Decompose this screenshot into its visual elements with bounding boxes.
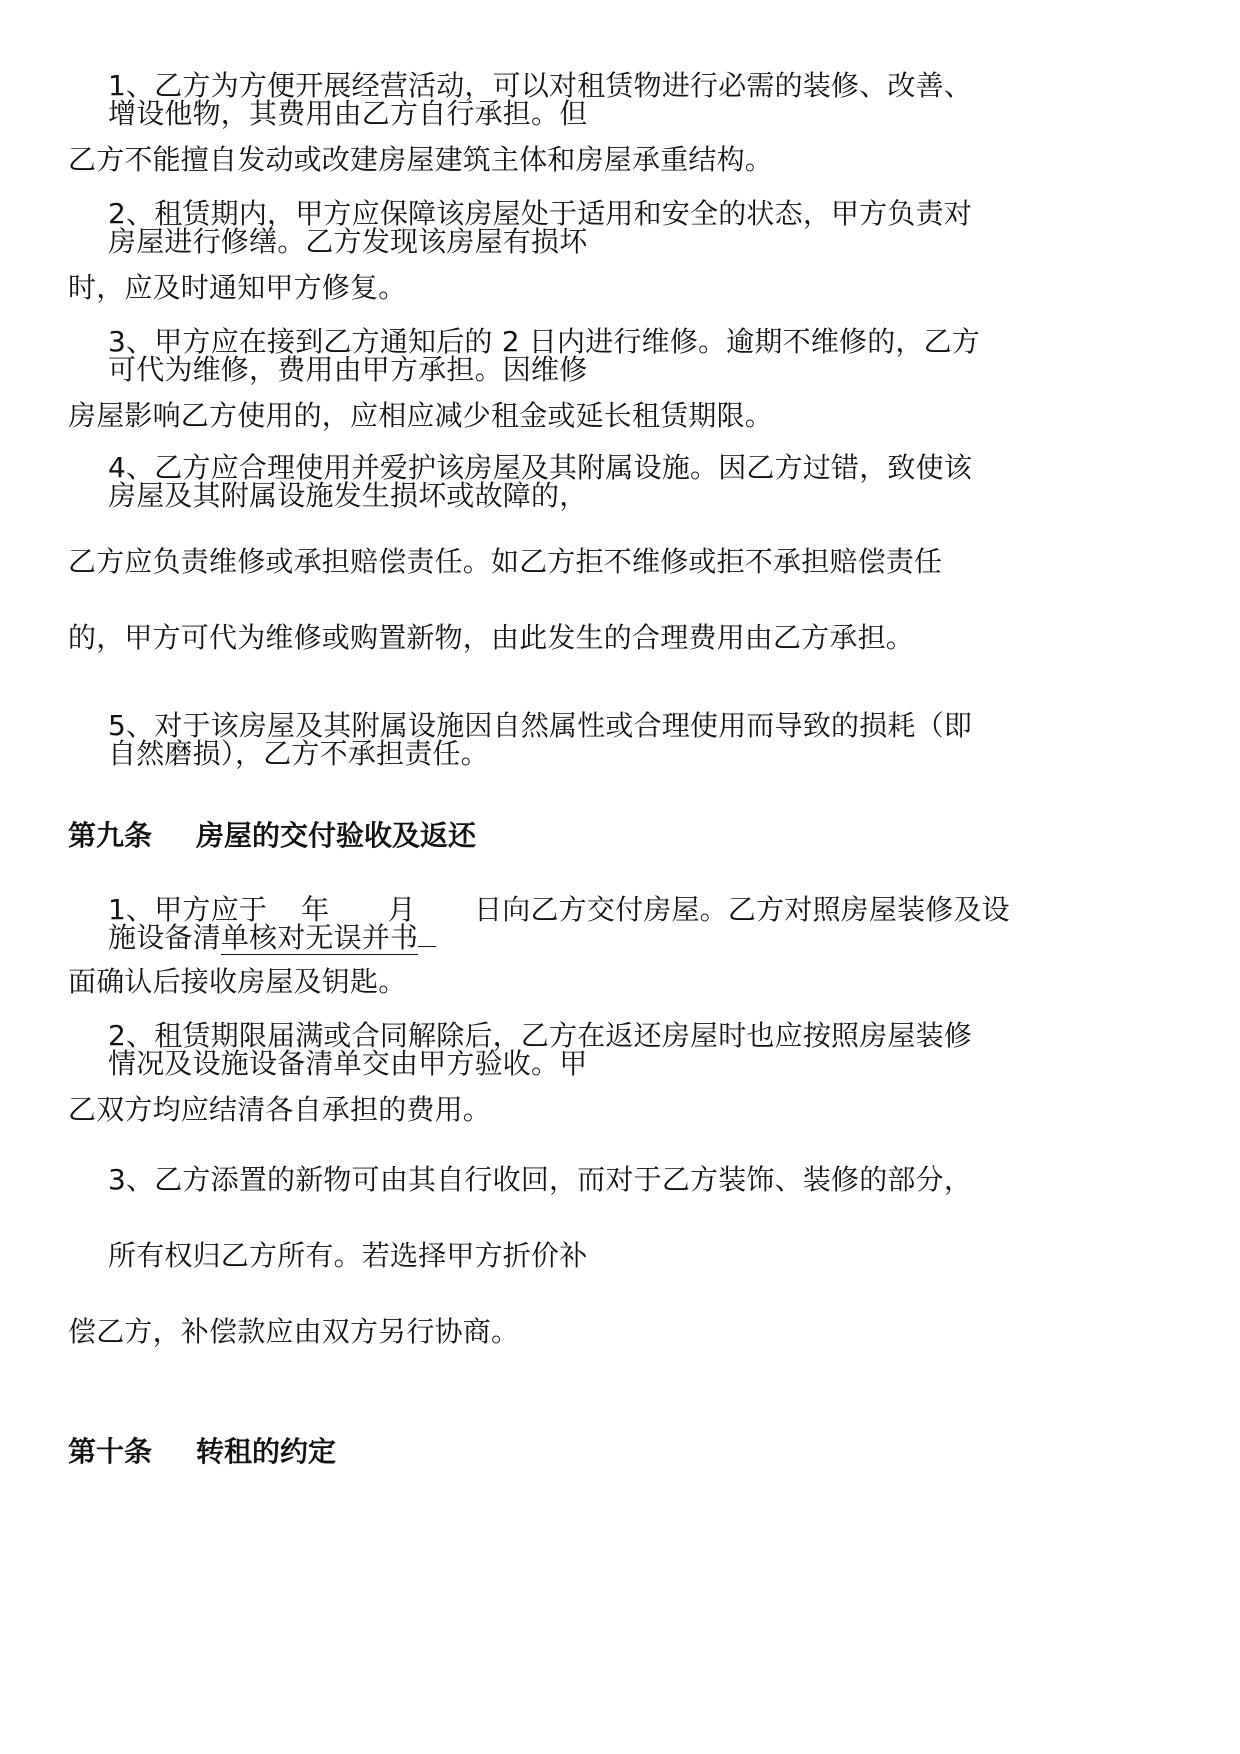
clause-9-3-line-1: 3、乙方添置的新物可由其自行收回，而对于乙方装饰、装修的部分， [108,1163,973,1196]
clause-9-3-line-2: 所有权归乙方所有。若选择甲方折价补 [108,1239,588,1272]
underline-blank [418,946,436,947]
article-10-heading [68,1436,336,1468]
clause-9-1-line-3: 面确认后接收房屋及钥匙。 [68,965,407,998]
clause-8-4-line-1: 4、乙方应合理使用并爱护该房屋及其附属设施。因乙方过错，致使该 [108,451,973,484]
clause-9-1-line-2-part-a: 施设备清 [108,921,221,954]
clause-8-5-line-2: 自然磨损），乙方不承担责任。 [108,737,489,770]
clause-8-2-line-1: 2、租赁期内，甲方应保障该房屋处于适用和安全的状态，甲方负责对 [108,197,973,230]
article-9-title: 房屋的交付验收及返还 [196,819,477,852]
clause-9-1-line-2-part-b: 单核对 [220,921,306,954]
clause-8-1-line-3: 乙方不能擅自发动或改建房屋建筑主体和房屋承重结构。 [68,143,774,176]
clause-8-4-line-4: 的，甲方可代为维修或购置新物，由此发生的合理费用由乙方承担。 [68,621,915,654]
clause-9-1-prefix: 1、甲方应于 [108,893,268,926]
clause-8-5-line-1: 5、对于该房屋及其附属设施因自然属性或合理使用而导致的损耗（即 [108,709,973,742]
clause-8-1-line-1: 1、乙方为方便开展经营活动，可以对租赁物进行必需的装修、改善、 [108,69,973,102]
clause-9-2-line-1: 2、租赁期限届满或合同解除后，乙方在返还房屋时也应按照房屋装修 [108,1019,973,1052]
clause-8-3-line-3: 房屋影响乙方使用的，应相应减少租金或延长租赁期限。 [68,399,774,432]
clause-9-2-line-2: 情况及设施设备清单交由甲方验收。甲 [108,1047,588,1080]
clause-9-1-line-2-part-c: 无误并书 [305,921,419,954]
clause-9-1-year: 年 [301,893,330,926]
clause-9-1-month: 月 [387,893,416,926]
clause-8-2-line-3: 时，应及时通知甲方修复。 [68,271,407,304]
article-9-number: 第九条 [68,819,153,852]
article-10-number: 第十条 [68,1435,153,1468]
clause-8-2-line-2: 房屋进行修缮。乙方发现该房屋有损坏 [108,225,588,258]
clause-9-2-line-3: 乙双方均应结清各自承担的费用。 [68,1093,492,1126]
clause-8-1-line-2: 增设他物，其费用由乙方自行承担。但 [108,97,588,130]
article-9-heading [68,820,476,852]
clause-9-1-line-2 [108,922,436,954]
clause-8-4-line-3: 乙方应负责维修或承担赔偿责任。如乙方拒不维修或拒不承担赔偿责任 [68,545,943,578]
clause-8-3-line-2: 可代为维修，费用由甲方承担。因维修 [108,353,588,386]
clause-9-3-line-3: 偿乙方，补偿款应由双方另行协商。 [68,1315,520,1348]
article-10-title: 转租的约定 [196,1435,337,1468]
clause-9-1-suffix: 日向乙方交付房屋。乙方对照房屋装修及设 [474,893,1010,926]
clause-8-4-line-2: 房屋及其附属设施发生损坏或故障的， [108,479,588,512]
clause-8-3-line-1: 3、甲方应在接到乙方通知后的 2 日内进行维修。逾期不维修的，乙方 [108,325,981,358]
